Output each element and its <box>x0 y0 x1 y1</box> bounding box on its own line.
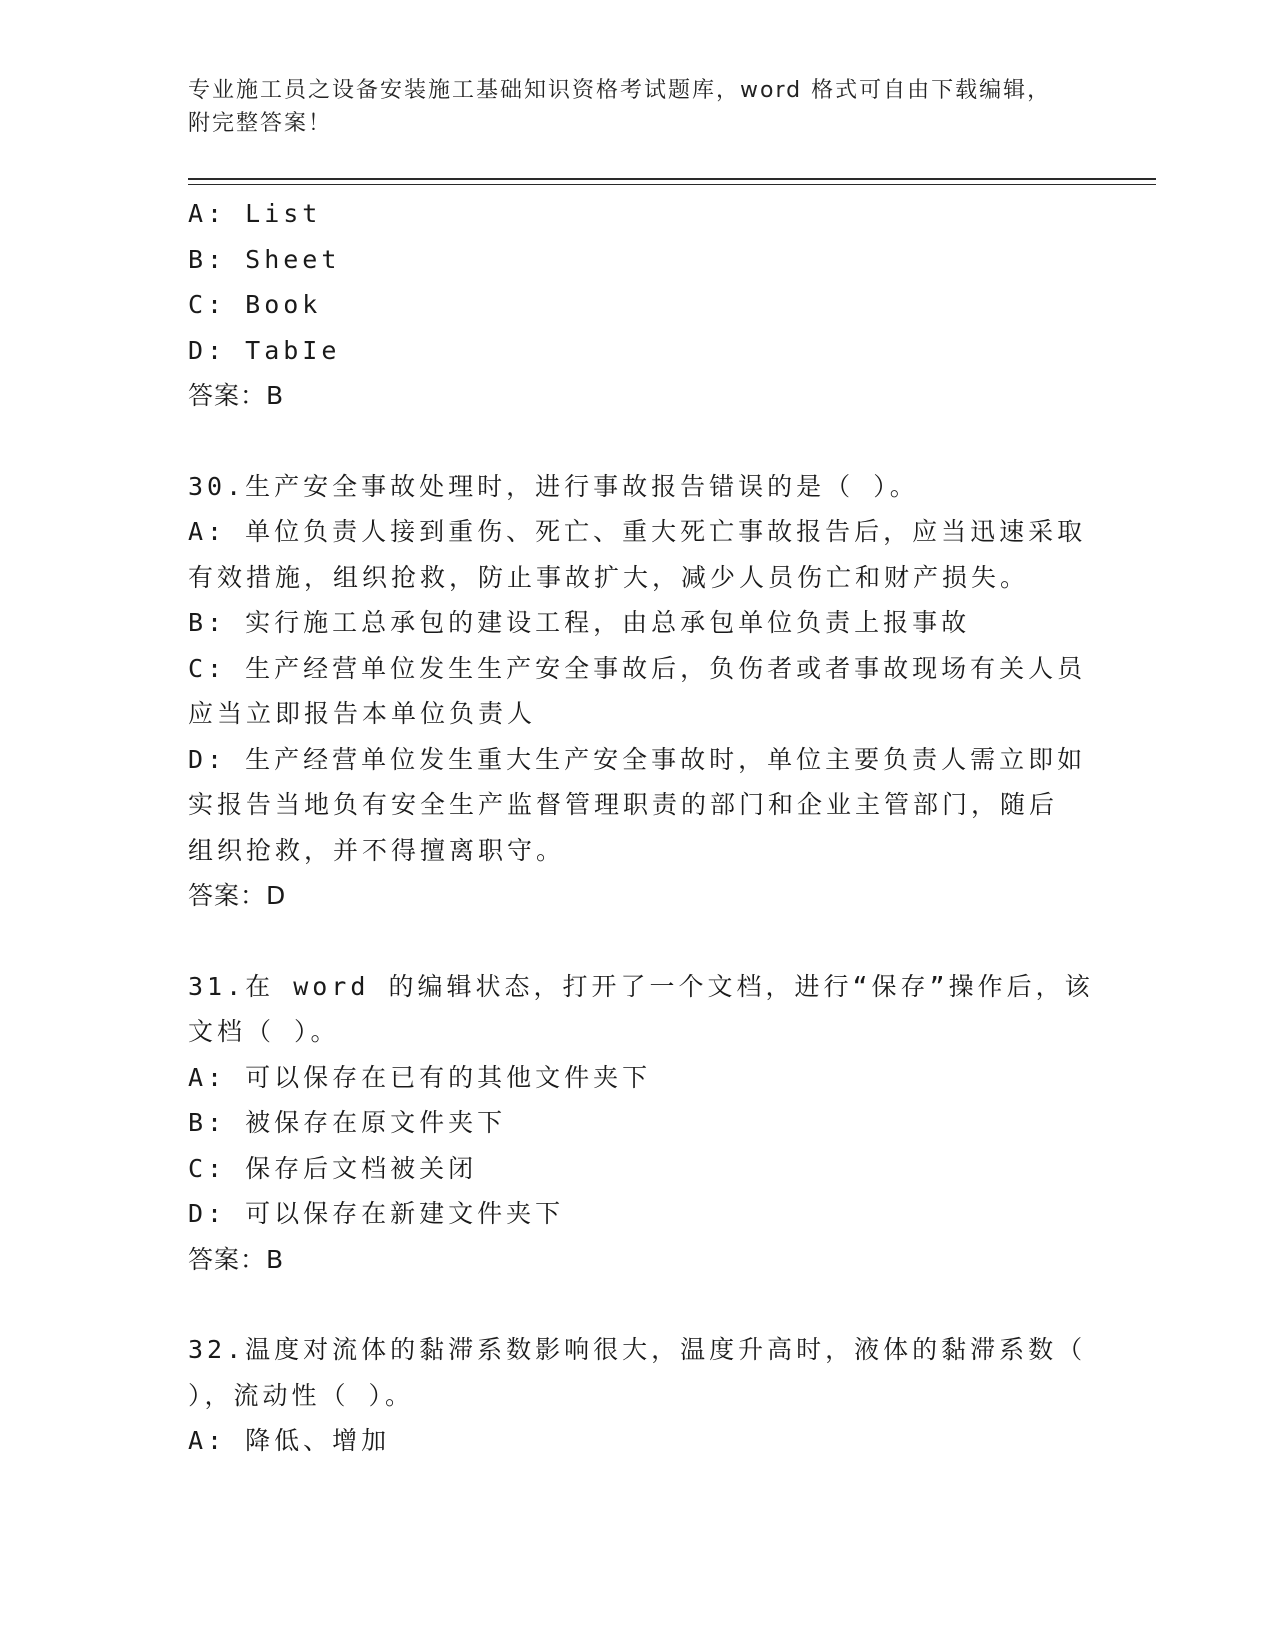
question-32 <box>188 1327 1088 1464</box>
question-31 <box>188 964 1094 1283</box>
option-a: A: 降低、增加 <box>188 1426 391 1455</box>
question-text-line-1: 31.在 word 的编辑状态，打开了一个文档，进行“保存”操作后，该 <box>188 971 1094 1001</box>
spacer <box>188 919 1088 964</box>
option-c-line-2: 应当立即报告本单位负责人 <box>188 699 537 728</box>
header-line-2: 附完整答案！ <box>188 111 333 136</box>
question-text-line-1: 32.温度对流体的黏滞系数影响很大，温度升高时，液体的黏滞系数（ <box>188 1335 1087 1364</box>
option-d-line-3: 组织抢救，并不得擅离职守。 <box>188 835 566 865</box>
option-c: C: 保存后文档被关闭 <box>188 1153 478 1183</box>
option-d-line-2: 实报告当地负有安全生产监督管理职责的部门和企业主管部门，随后 <box>188 790 1059 819</box>
question-text-line-2: ），流动性（ ）。 <box>188 1380 415 1410</box>
option-c: C: Book <box>188 290 322 319</box>
answer-line: 答案：B <box>188 1244 285 1274</box>
spacer <box>188 419 1088 464</box>
option-b: B: Sheet <box>188 244 341 274</box>
answer-line: 答案：D <box>188 881 287 910</box>
option-b: B: 被保存在原文件夹下 <box>188 1108 507 1137</box>
question-text-line-2: 文档（ ）。 <box>188 1017 340 1046</box>
header-line-1: 专业施工员之设备安装施工基础知识资格考试题库，word 格式可自由下载编辑， <box>188 78 1052 103</box>
option-a: A: 可以保存在已有的其他文件夹下 <box>188 1062 652 1092</box>
answer-line: 答案：B <box>188 381 285 410</box>
header-rule-thick <box>188 178 1156 180</box>
page-header <box>188 74 1088 140</box>
option-d: D: 可以保存在新建文件夹下 <box>188 1199 565 1228</box>
option-a-line-1: A: 单位负责人接到重伤、死亡、重大死亡事故报告后，应当迅速采取 <box>188 517 1087 546</box>
question-30 <box>188 464 1088 919</box>
spacer <box>188 1282 1088 1327</box>
option-d: D: TabIe <box>188 335 341 365</box>
question-text: 30.生产安全事故处理时，进行事故报告错误的是（ ）。 <box>188 471 919 501</box>
option-c-line-1: C: 生产经营单位发生生产安全事故后，负伤者或者事故现场有关人员 <box>188 653 1087 683</box>
question-list <box>188 191 1094 1464</box>
option-a-line-2: 有效措施，组织抢救，防止事故扩大，减少人员伤亡和财产损失。 <box>188 562 1030 592</box>
option-d-line-1: D: 生产经营单位发生重大生产安全事故时，单位主要负责人需立即如 <box>188 744 1087 774</box>
header-rule-thin <box>188 184 1156 185</box>
option-a: A: List <box>188 199 322 228</box>
option-b: B: 实行施工总承包的建设工程，由总承包单位负责上报事故 <box>188 608 971 637</box>
question-29 <box>188 191 1088 419</box>
